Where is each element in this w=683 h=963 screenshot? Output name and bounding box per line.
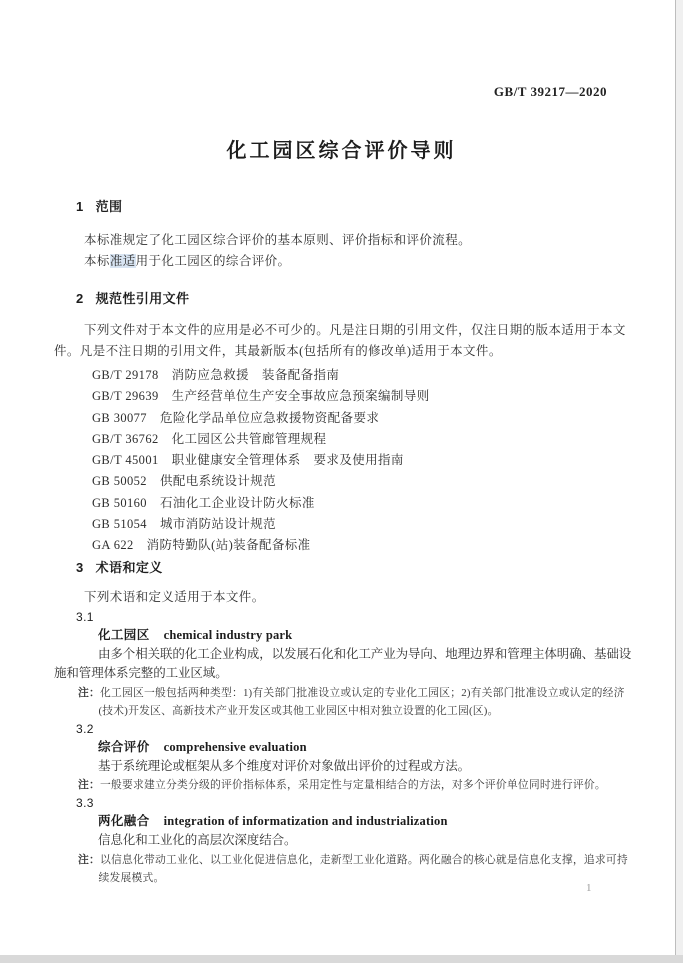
section-number: 1 bbox=[76, 199, 84, 214]
section-number: 2 bbox=[76, 291, 84, 306]
term-note bbox=[78, 776, 634, 794]
reference-item bbox=[54, 471, 634, 492]
page-title: 化工园区综合评价导则 bbox=[226, 140, 457, 162]
reference-code: GB/T 45001 bbox=[92, 453, 159, 468]
term-number: 3.3 bbox=[76, 796, 94, 811]
term-note bbox=[78, 684, 634, 720]
section-heading-scope bbox=[76, 196, 634, 217]
note-label: 注： bbox=[78, 686, 100, 699]
reference-title: 消防特勤队(站)装备配备标准 bbox=[146, 538, 311, 553]
reference-code: GB 50052 bbox=[92, 474, 147, 489]
reference-title: 化工园区公共管廊管理规程 bbox=[171, 431, 327, 446]
section-title: 规范性引用文件 bbox=[95, 291, 190, 306]
term-name-zh: 综合评价 bbox=[98, 739, 150, 754]
text-highlight: 准适 bbox=[109, 254, 136, 268]
note-label: 注： bbox=[78, 853, 100, 866]
section-title: 术语和定义 bbox=[95, 559, 163, 575]
scope-paragraph-2 bbox=[54, 251, 634, 272]
term-name bbox=[98, 812, 634, 831]
term-name-en: integration of informatization and industrialization bbox=[163, 814, 448, 829]
reference-item bbox=[54, 365, 634, 386]
section-number: 3 bbox=[76, 559, 84, 575]
reference-title: 危险化学品单位应急救援物资配备要求 bbox=[159, 410, 380, 425]
reference-item bbox=[54, 535, 634, 556]
reference-code: GB 51054 bbox=[92, 517, 147, 532]
term-entry bbox=[54, 608, 634, 720]
reference-title: 城市消防站设计规范 bbox=[159, 517, 277, 532]
term-entry bbox=[54, 794, 634, 887]
reference-item bbox=[54, 493, 634, 514]
scope-line2-post: 用于化工园区的综合评价。 bbox=[135, 254, 291, 268]
reference-list bbox=[54, 365, 634, 557]
term-definition: 由多个相关联的化工企业构成，以发展石化和化工产业为导向、地理边界和管理主体明确、基础设施和管理体系完整的工业区域。 bbox=[54, 646, 632, 681]
scope-line2-pre: 本标 bbox=[84, 254, 110, 268]
term-name-en: comprehensive evaluation bbox=[163, 739, 307, 754]
reference-title: 供配电系统设计规范 bbox=[159, 474, 277, 489]
reference-item bbox=[54, 514, 634, 535]
note-text: 一般要求建立分类分级的评价指标体系，采用定性与定量相结合的方法，对多个评价单位同时进行评价。 bbox=[100, 779, 606, 792]
reference-code: GB 50160 bbox=[92, 495, 147, 510]
scope-paragraph-1: 本标准规定了化工园区综合评价的基本原则、评价指标和评价流程。 bbox=[84, 233, 472, 247]
references-intro: 下列文件对于本文件的应用是必不可少的。凡是注日期的引用文件，仅注日期的版本适用于本文件。凡是不注日期的引用文件，其最新版本(包括所有的修改单)适用于本文件。 bbox=[54, 323, 626, 358]
reference-code: GB/T 29639 bbox=[92, 389, 159, 404]
term-name bbox=[98, 626, 634, 645]
term-note bbox=[78, 851, 634, 887]
reference-item bbox=[54, 450, 634, 471]
term-name-zh: 两化融合 bbox=[98, 814, 150, 829]
document-body bbox=[54, 196, 634, 887]
reference-code: GB 30077 bbox=[92, 410, 147, 425]
note-text: 化工园区一般包括两种类型：1)有关部门批准设立或认定的专业化工园区；2)有关部门批准设立或认定的经济(技术)开发区、高新技术产业开发区或其他工业园区中相对独立设置的化工园(区)。 bbox=[98, 686, 625, 717]
reference-item bbox=[54, 429, 634, 450]
section-heading-terms bbox=[76, 557, 634, 578]
term-name bbox=[98, 738, 634, 757]
doc-code: GB/T 39217—2020 bbox=[493, 84, 607, 99]
note-text: 以信息化带动工业化、以工业化促进信息化，走新型工业化道路。两化融合的核心就是信息化支撑，追求可持续发展模式。 bbox=[98, 853, 628, 884]
term-number: 3.1 bbox=[76, 609, 94, 624]
term-name-en: chemical industry park bbox=[163, 627, 293, 642]
reference-code: GA 622 bbox=[92, 538, 134, 553]
note-label: 注： bbox=[78, 779, 100, 792]
page-number: 1 bbox=[586, 882, 592, 894]
term-name-zh: 化工园区 bbox=[98, 627, 150, 642]
reference-title: 消防应急救援 装备配备指南 bbox=[171, 368, 340, 382]
term-definition: 信息化和工业化的高层次深度结合。 bbox=[98, 833, 297, 848]
page-edge-right bbox=[675, 0, 683, 963]
section-title: 范围 bbox=[95, 199, 123, 214]
reference-title: 生产经营单位生产安全事故应急预案编制导则 bbox=[171, 389, 430, 404]
reference-code: GB/T 29178 bbox=[92, 368, 159, 382]
reference-code: GB/T 36762 bbox=[92, 431, 159, 446]
term-definition: 基于系统理论或框架从多个维度对评价对象做出评价的过程或方法。 bbox=[98, 758, 471, 773]
reference-title: 职业健康安全管理体系 要求及使用指南 bbox=[171, 453, 404, 468]
term-entry bbox=[54, 720, 634, 795]
section-heading-normative-references bbox=[76, 288, 634, 309]
reference-item bbox=[54, 386, 634, 407]
reference-title: 石油化工企业设计防火标准 bbox=[159, 495, 315, 510]
page-edge-bottom bbox=[0, 955, 683, 963]
reference-item bbox=[54, 408, 634, 429]
terms-intro: 下列术语和定义适用于本文件。 bbox=[84, 589, 265, 604]
term-number: 3.2 bbox=[76, 721, 94, 736]
